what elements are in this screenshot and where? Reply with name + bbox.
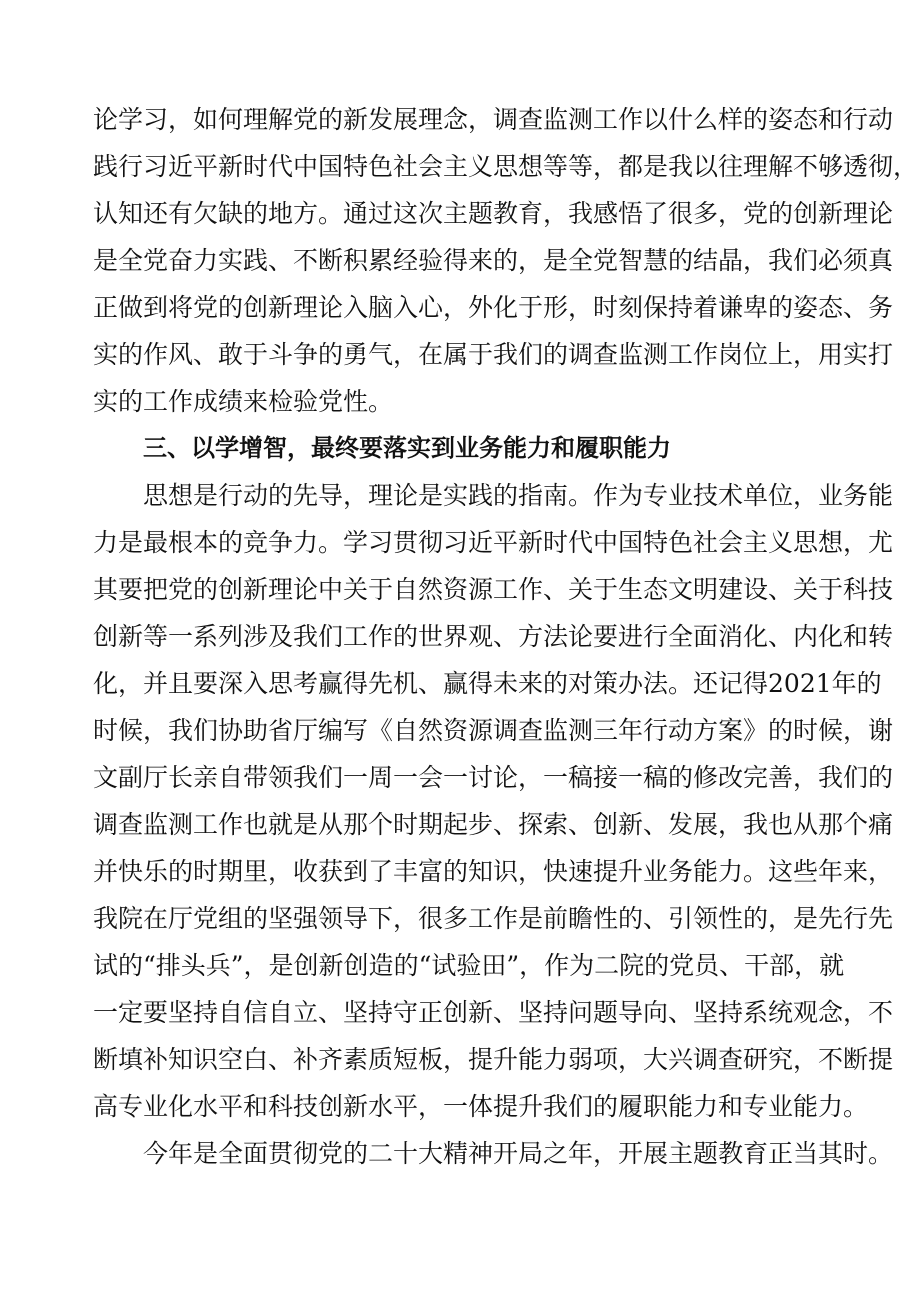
paragraph-2-line-14: 高专业化水平和科技创新水平，一体提升我们的履职能力和专业能力。 <box>93 1092 869 1121</box>
paragraph-1-line-5: 正做到将党的创新理论入脑入心，外化于形，时刻保持着谦卑的姿态、务 <box>93 293 894 322</box>
paragraph-2-line-7: 文副厅长亲自带领我们一周一会一讨论，一稿接一稿的修改完善，我们的 <box>93 763 894 792</box>
paragraph-2-line-3: 其要把党的创新理论中关于自然资源工作、关于生态文明建设、关于科技 <box>93 575 894 604</box>
paragraph-1-line-1: 论学习，如何理解党的新发展理念，调查监测工作以什么样的姿态和行动 <box>93 105 894 134</box>
paragraph-2-line-10: 我院在厅党组的坚强领导下，很多工作是前瞻性的、引领性的，是先行先 <box>93 904 894 933</box>
paragraph-2-line-6: 时候，我们协助省厅编写《自然资源调查监测三年行动方案》的时候，谢 <box>93 716 894 745</box>
paragraph-2-line-12: 一定要坚持自信自立、坚持守正创新、坚持问题导向、坚持系统观念，不 <box>93 998 894 1027</box>
paragraph-2-line-5: 化，并且要深入思考赢得先机、赢得未来的对策办法。还记得2021年的 <box>93 669 882 698</box>
paragraph-1-line-3: 认知还有欠缺的地方。通过这次主题教育，我感悟了很多，党的创新理论 <box>93 199 894 228</box>
paragraph-2-line-1: 思想是行动的先导，理论是实践的指南。作为专业技术单位，业务能 <box>143 481 894 510</box>
paragraph-2-line-13: 断填补知识空白、补齐素质短板，提升能力弱项，大兴调查研究，不断提 <box>93 1045 894 1074</box>
paragraph-2-line-2: 力是最根本的竞争力。学习贯彻习近平新时代中国特色社会主义思想，尤 <box>93 528 894 557</box>
paragraph-1-line-6: 实的作风、敢于斗争的勇气，在属于我们的调查监测工作岗位上，用实打 <box>93 340 894 369</box>
paragraph-2-line-4: 创新等一系列涉及我们工作的世界观、方法论要进行全面消化、内化和转 <box>93 622 894 651</box>
paragraph-1-line-4: 是全党奋力实践、不断积累经验得来的，是全党智慧的结晶，我们必须真 <box>93 246 894 275</box>
paragraph-2-line-11: 试的“排头兵”，是创新创造的“试验田”，作为二院的党员、干部，就 <box>93 951 845 980</box>
paragraph-1-line-2: 践行习近平新时代中国特色社会主义思想等等，都是我以往理解不够透彻， <box>93 152 919 181</box>
paragraph-2-line-8: 调查监测工作也就是从那个时期起步、探索、创新、发展，我也从那个痛 <box>93 810 894 839</box>
paragraph-2-line-9: 并快乐的时期里，收获到了丰富的知识，快速提升业务能力。这些年来， <box>93 857 894 886</box>
paragraph-3-line-1: 今年是全面贯彻党的二十大精神开局之年，开展主题教育正当其时。 <box>143 1139 894 1168</box>
paragraph-1-line-7: 实的工作成绩来检验党性。 <box>93 387 394 416</box>
section-heading: 三、以学增智，最终要落实到业务能力和履职能力 <box>143 434 671 462</box>
document-body <box>93 96 919 1177</box>
